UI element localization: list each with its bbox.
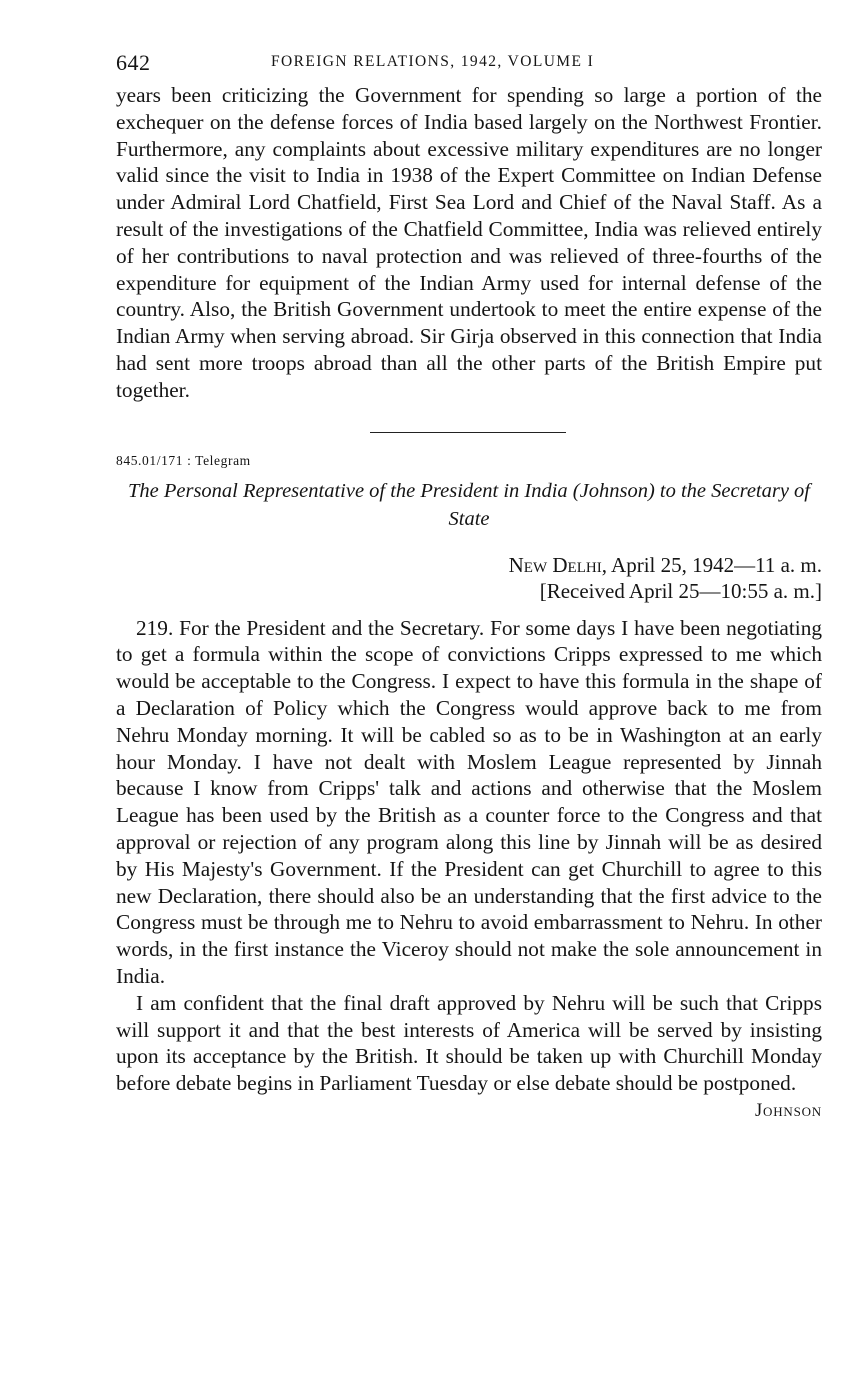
document-page <box>116 50 822 1122</box>
dateline <box>116 552 822 604</box>
telegram-paragraph: I am confident that the final draft approved by Nehru will be such that Cripps will support it and that the best interests of America will be served by insisting upon its acceptance by the British. It should be taken up with Churchill Monday before debate begins in Parliament Tuesday or else debate should be postponed. <box>116 990 822 1096</box>
continuation-paragraph: years been criticizing the Government for spending so large a portion of the exchequer on the defense forces of India based largely on the Northwest Frontier. Furthermore, any complaints about excessive military expenditures are no longer valid since the visit to India in 1938 of the Expert Committee on Indian Defense under Admiral Lord Chatfield, First Sea Lord and Chief of the Naval Staff. As a result of the investigations of the Chatfield Committee, India was relieved entirely of her contributions to naval protection and was relieved of three-fourths of the expenditure for equipment of the Indian Army used for internal defense of the country. Also, the British Government undertook to meet the entire expense of the Indian Army when serving abroad. Sir Girja observed in this connection that India had sent more troops abroad than all the other parts of the British Empire put together. <box>116 83 822 402</box>
running-header <box>116 50 822 82</box>
signature: Johnson <box>755 1100 822 1121</box>
document-title: The Personal Representative of the President in India (Johnson) to the Secretary of State <box>127 479 811 530</box>
file-reference: 845.01/171 : Telegram <box>116 452 251 468</box>
place-name: New Delhi <box>508 552 602 577</box>
date-received: [Received April 25—10:55 a. m.] <box>539 578 822 603</box>
page-number: 642 <box>116 50 151 75</box>
volume-title: FOREIGN RELATIONS, 1942, VOLUME I <box>271 53 595 70</box>
telegram-paragraph: 219. For the President and the Secretary. For some days I have been negotiating to get a formula within the scope of convictions Cripps expressed to me which would be acceptable to the Congress. I expect to have this formula in the shape of a Declaration of Policy which the Congress would approve back to me from Nehru Monday morning. It will be cabled so as to be in Washington at an early hour Monday. I have not dealt with Moslem League represented by Jinnah because I know from Cripps' talk and actions and otherwise that the Moslem League has been used by the British as a counter force to the Congress and that approval or rejection of any program along this line by Jinnah will be as desired by His Majesty's Government. If the President can get Churchill to agree to this new Declaration, there should also be an understanding that the first advice to the Congress must be through me to Nehru to avoid embarrassment to Nehru. In other words, in the first instance the Viceroy should not make the sole announcement in India. <box>116 615 822 988</box>
date-sent-line <box>116 552 822 578</box>
date-sent: , April 25, 1942—11 a. m. <box>601 552 822 577</box>
section-divider <box>370 432 566 433</box>
telegram-body <box>116 615 822 1097</box>
